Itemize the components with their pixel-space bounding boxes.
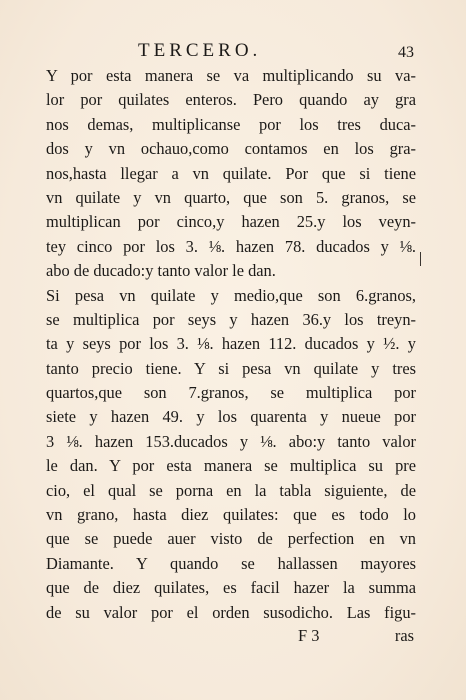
text-line: que de diez quilates, es facil hazer la summa <box>46 578 416 598</box>
text-line: vn grano, hasta diez quilates: que es todo lo <box>46 505 416 525</box>
text-line: cio, el qual se porna en la tabla siguiente, de <box>46 480 416 500</box>
text-line: vn quilate y vn quarto, que son 5. granos, se <box>46 187 416 207</box>
text-line: nos,hasta llegar a vn quilate. Por que si tiene <box>46 163 416 183</box>
text-line: de su valor por el orden susodicho. Las figu- <box>46 602 416 622</box>
text-line: Y por esta manera se va multiplicando su va- <box>46 66 416 85</box>
text-line: ta y seys por los 3. ⅛. hazen 112. ducados y ½. y <box>46 334 416 354</box>
text-line: lor por quilates enteros. Pero quando ay gra <box>46 90 416 110</box>
page-number: 43 <box>398 44 414 61</box>
catchword: ras <box>394 626 414 645</box>
text-line: Si pesa vn quilate y medio,que son 6.granos, <box>46 285 416 305</box>
signature-mark: F 3 <box>298 626 320 645</box>
text-line: dos y vn ochauo,como contamos en los gra- <box>46 139 416 159</box>
text-line: tanto precio tiene. Y si pesa vn quilate y tres <box>46 358 416 378</box>
text-line: le dan. Y por esta manera se multiplica su pre <box>46 456 416 476</box>
text-line: que se puede auer visto de perfection en vn <box>46 529 416 549</box>
text-line: se multiplica por seys y hazen 36.y los treyn- <box>46 309 416 329</box>
margin-mark <box>420 252 421 266</box>
text-line: multiplican por cinco,y hazen 25.y los veyn- <box>46 212 416 232</box>
running-head: TERCERO. <box>138 40 262 61</box>
text-line: abo de ducado:y tanto valor le dan. <box>46 261 276 281</box>
text-line: siete y hazen 49. y los quarenta y nueue por <box>46 407 416 427</box>
text-line: Diamante. Y quando se hallassen mayores <box>46 553 416 573</box>
text-line: 3 ⅛. hazen 153.ducados y ⅛. abo:y tanto valor <box>46 431 416 451</box>
text-line: tey cinco por los 3. ⅛. hazen 78. ducados y ⅛. <box>46 236 416 256</box>
text-line: quartos,que son 7.granos, se multiplica por <box>46 383 416 403</box>
body-text <box>46 64 416 625</box>
page-footer <box>46 626 416 650</box>
text-line: nos demas, multiplicanse por los tres duca- <box>46 114 416 134</box>
